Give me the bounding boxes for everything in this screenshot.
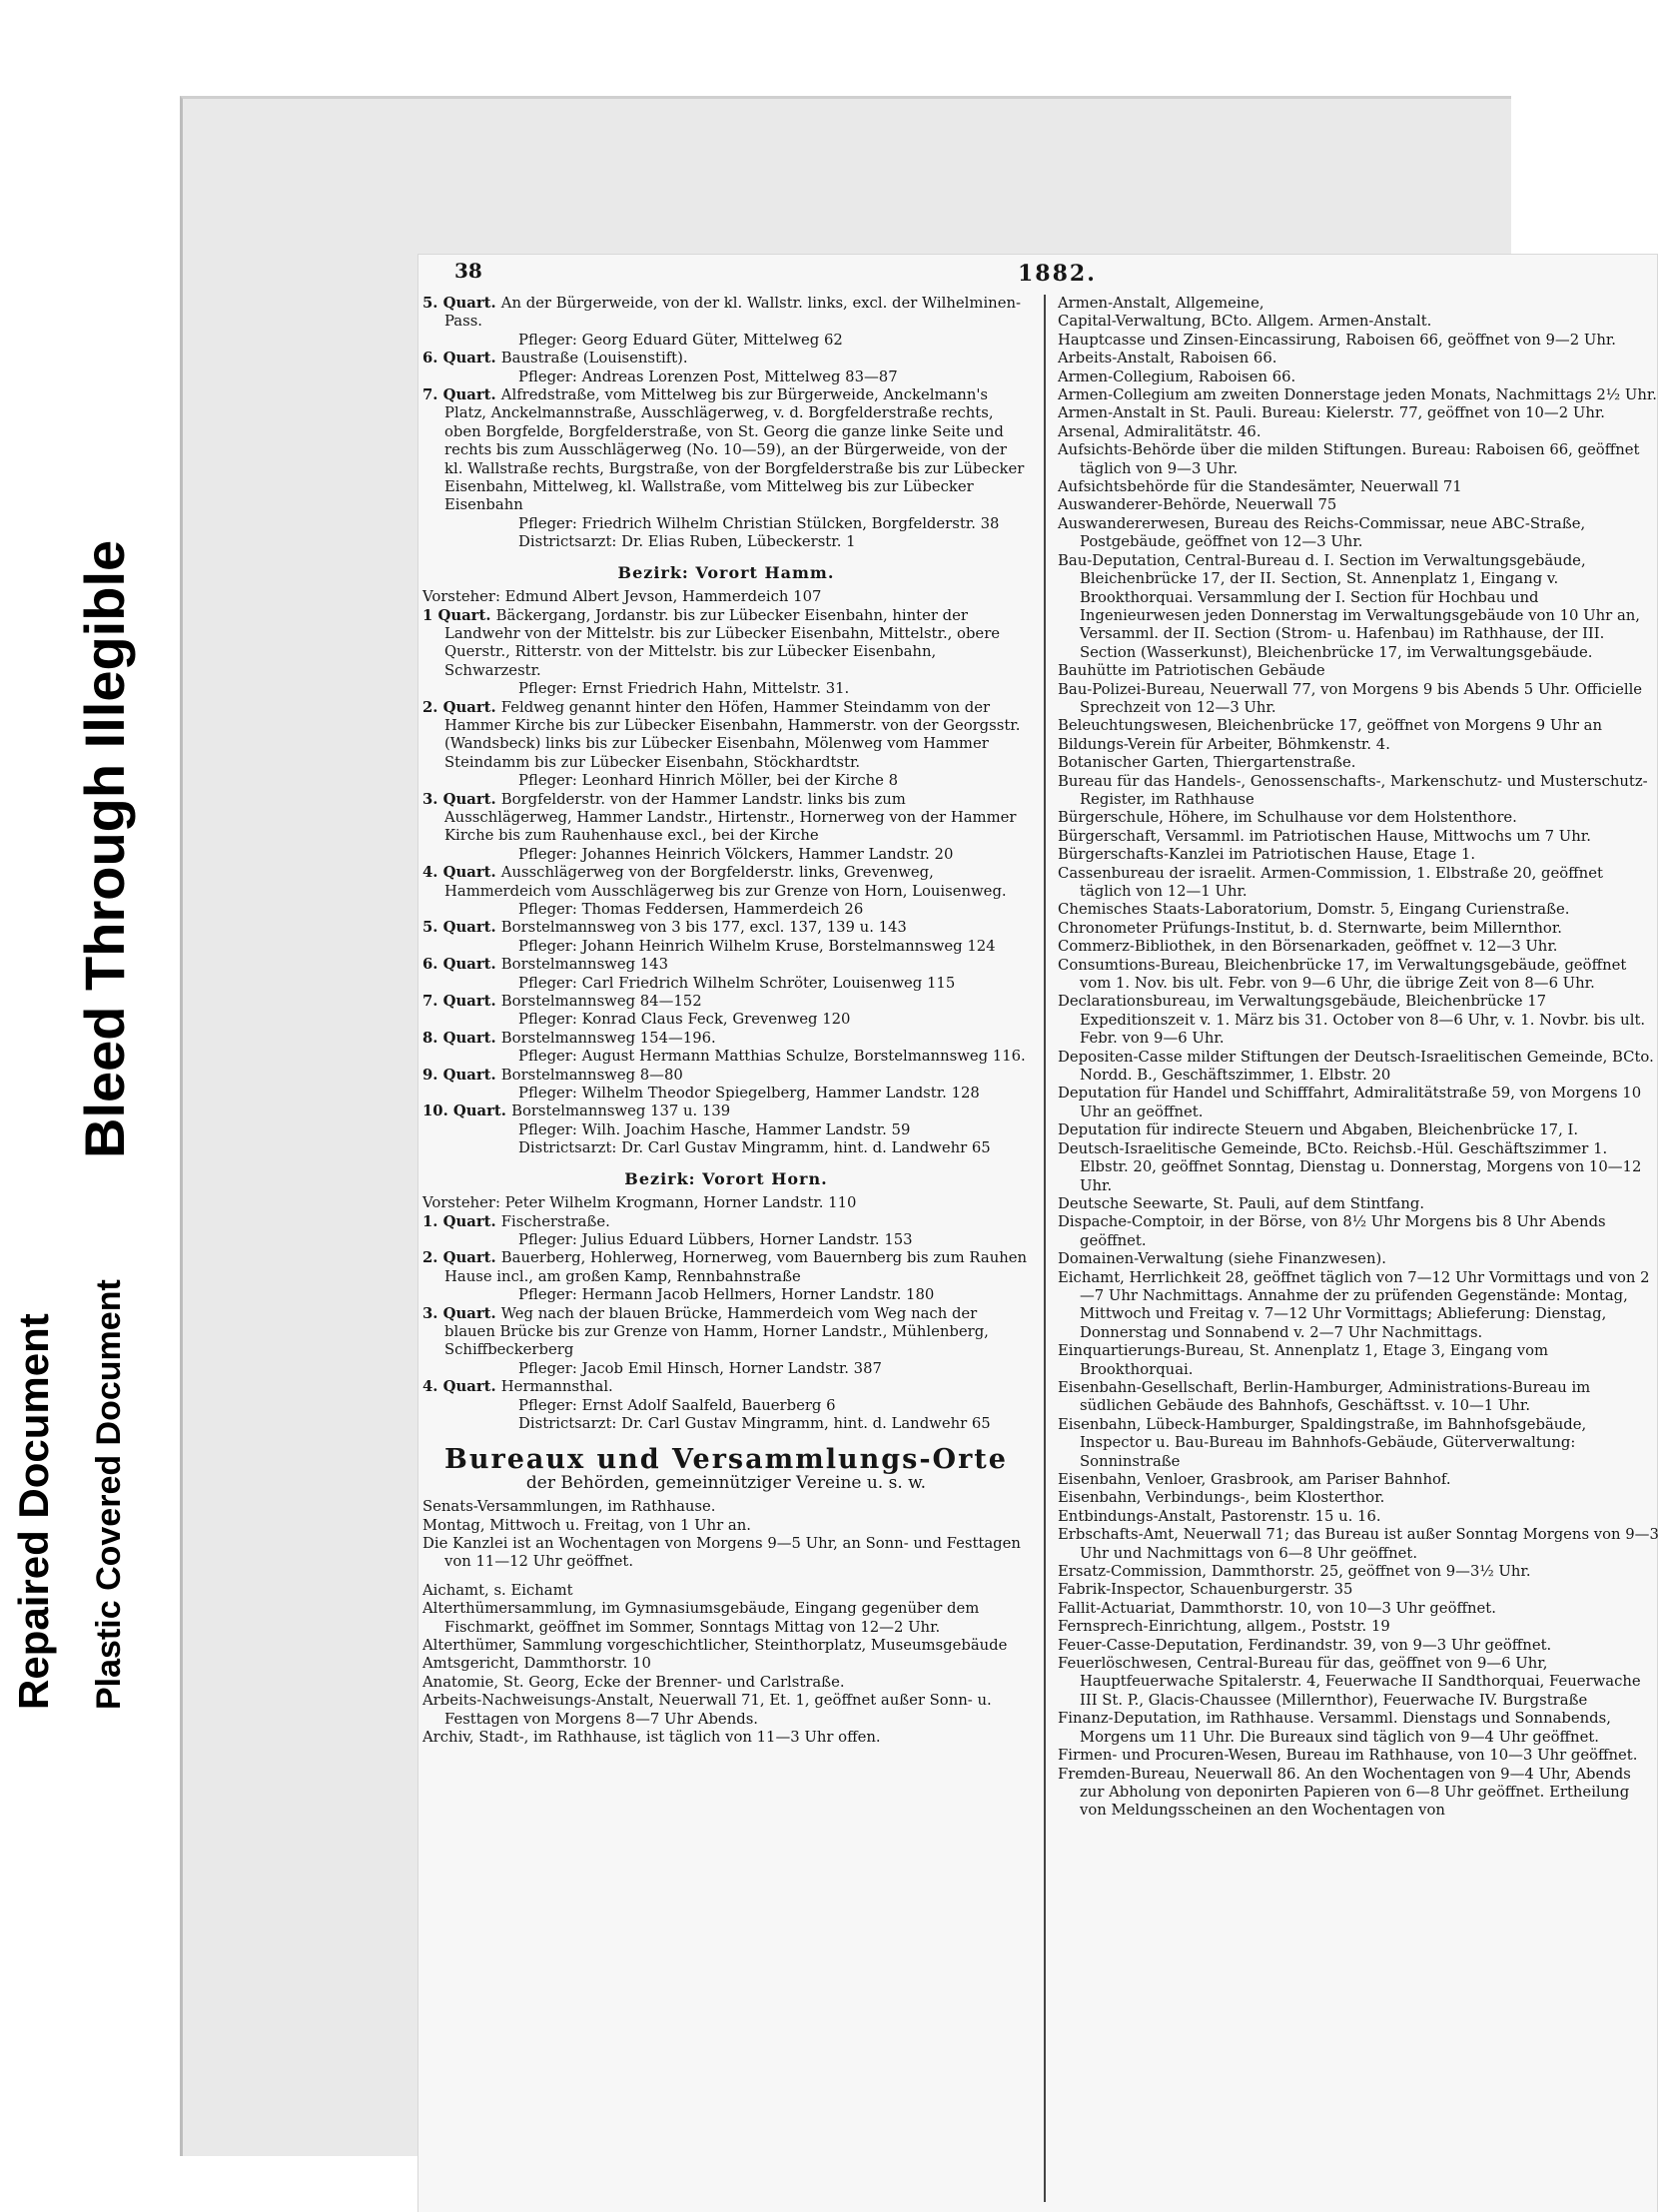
directory-entry: Einquartierungs-Bureau, St. Annenplatz 1, Etage 3, Eingang vom Brookthorquai.	[1058, 1342, 1549, 1378]
directory-entry: Fallit-Actuariat, Dammthorstr. 10, von 10—3 Uhr geöffnet.	[1058, 1599, 1496, 1617]
directory-entry: Deputation für indirecte Steuern und Abgaben, Bleichenbrücke 17, I.	[1058, 1121, 1579, 1139]
spacer	[422, 1572, 1030, 1582]
quarter-entry	[422, 350, 1030, 368]
directory-entry: Beleuchtungswesen, Bleichenbrücke 17, geöffnet von Morgens 9 Uhr an	[1058, 717, 1602, 735]
sub-entry: Arbeits-Anstalt, Raboisen 66.	[1058, 350, 1277, 368]
quarter-number: 5. Quart.	[422, 295, 501, 312]
directory-entry: Aufsichtsbehörde für die Standesämter, Neuerwall 71	[1058, 478, 1462, 496]
quarter-number: 7. Quart.	[422, 386, 501, 404]
quarter-entry	[422, 295, 1030, 332]
directory-entry: Armen-Collegium, Raboisen 66.	[1058, 368, 1296, 385]
pfleger-line: Pfleger: Johannes Heinrich Völckers, Hammer Landstr. 20	[518, 845, 954, 863]
pfleger-line: Pfleger: Georg Eduard Güter, Mittelweg 62	[518, 331, 843, 349]
quarter-streets: Borstelmannsweg 84—152	[500, 993, 702, 1011]
directory-entry: Ersatz-Commission, Dammthorstr. 25, geöffnet von 9—3½ Uhr.	[1058, 1563, 1531, 1581]
directory-entry: Aichamt, s. Eichamt	[422, 1581, 573, 1599]
page-year: 1882.	[1018, 261, 1097, 287]
directory-entry: Eisenbahn, Venloer, Grasbrook, am Pariser Bahnhof.	[1058, 1471, 1451, 1488]
quarter-entry	[422, 1067, 1030, 1085]
quarter-entry	[422, 1249, 1030, 1286]
quarter-entry	[422, 386, 1030, 515]
quarter-number: 8. Quart.	[422, 1029, 501, 1047]
directory-entry: Chemisches Staats-Laboratorium, Domstr. 5, Eingang Curienstraße.	[1058, 901, 1570, 919]
directory-entry: Arbeits-Nachweisungs-Anstalt, Neuerwall 71, Et. 1, geöffnet außer Sonn- u. Festtagen von Morgens 8—7 Uhr Abends.	[422, 1692, 992, 1728]
directory-entry: Fernsprech-Einrichtung, allgem., Poststr. 19	[1058, 1618, 1390, 1636]
hamm-heading: Bezirk: Vorort Hamm.	[617, 562, 835, 582]
document-page	[418, 255, 1657, 2212]
directory-entry: Consumtions-Bureau, Bleichenbrücke 17, im Verwaltungsgebäude, geöffnet vom 1. Nov. bis ult. Febr. von 9—6 Uhr, die übrige Zeit von 8—6 Uhr.	[1058, 956, 1627, 993]
vorsteher-line: Vorsteher: Edmund Albert Jevson, Hammerdeich 107	[422, 588, 822, 606]
hamm-list	[422, 588, 1030, 1158]
quarter-streets: Borstelmannsweg 8—80	[500, 1066, 683, 1084]
pfleger-line: Pfleger: Ernst Adolf Saalfeld, Bauerberg 6	[518, 1396, 836, 1414]
quarter-entry	[422, 791, 1030, 846]
quarter-streets: Hermannsthal.	[500, 1378, 613, 1396]
quarter-number: 1. Quart.	[422, 1212, 501, 1230]
directory-list	[1058, 295, 1659, 1821]
directory-entry: Auswandererwesen, Bureau des Reichs-Commissar, neue ABC-Straße, Postgebäude, geöffnet von 12—3 Uhr.	[1058, 514, 1586, 551]
quarter-number: 2. Quart.	[422, 698, 501, 716]
directory-entry: Die Kanzlei ist an Wochentagen von Morgens 9—5 Uhr, an Sonn- und Festtagen von 11—12 Uhr geöffnet.	[422, 1535, 1021, 1571]
directory-entry: Eichamt, Herrlichkeit 28, geöffnet täglich von 7—12 Uhr Vormittags und von 2—7 Uhr Nachmittags. Annahme der zu prüfenden Gegenstände: Montag, Mittwoch und Freitag v. 7—12 Uhr Vormittags; Ablieferung: Dienstag, Donnerstag und Sonnabend v. 2—7 Uhr Nachmittags.	[1058, 1268, 1650, 1341]
pfleger-line: Pfleger: Hermann Jacob Hellmers, Horner Landstr. 180	[518, 1286, 935, 1304]
pfleger-line: Pfleger: Andreas Lorenzen Post, Mittelweg 83—87	[518, 368, 898, 385]
plastic-covered-label: Plastic Covered Document	[90, 1279, 128, 1710]
vorsteher-line: Vorsteher: Peter Wilhelm Krogmann, Horner Landstr. 110	[422, 1194, 857, 1212]
bureau-subheading: der Behörden, gemeinnütziger Vereine u. s. w.	[525, 1472, 927, 1493]
quarter-number: 3. Quart.	[422, 790, 501, 808]
quarter-number: 6. Quart.	[422, 350, 501, 368]
bureau-heading: Bureaux und Versammlungs-Orte	[444, 1444, 1008, 1476]
quarter-streets: Borstelmannsweg 154—196.	[500, 1029, 716, 1047]
quarter-number: 1 Quart.	[422, 606, 496, 624]
directory-entry: Chronometer Prüfungs-Institut, b. d. Sternwarte, beim Millernthor.	[1058, 919, 1562, 937]
directory-entry: Senats-Versammlungen, im Rathhause.	[422, 1498, 716, 1516]
districtsarzt-line: Districtsarzt: Dr. Carl Gustav Mingramm, hint. d. Landwehr 65	[518, 1414, 991, 1432]
pfleger-line: Pfleger: Wilh. Joachim Hasche, Hammer Landstr. 59	[518, 1120, 911, 1138]
directory-entry: Cassenbureau der israelit. Armen-Commission, 1. Elbstraße 20, geöffnet täglich von 12—1 Uhr.	[1058, 864, 1603, 900]
quarter-entry	[422, 919, 1030, 937]
quarter-streets: Alfredstraße, vom Mittelweg bis zur Bürgerweide, Anckelmann's Platz, Anckelmannstraße, Ausschlägerweg, v. d. Borgfelderstraße rechts, oben Borgfelde, Borgfelderstraße, von St. Georg die ganze linke Seite und rechts bis zum Ausschlägerweg (No. 10—59), an der Bürgerweide, von der kl. Wallstraße rechts, Burgstraße, von der Borgfelderstraße bis zur Lübecker Eisenbahn, Mittelweg, kl. Wallstraße, vom Mittelweg bis zur Lübecker Eisenbahn	[444, 386, 1025, 514]
directory-entry: Fremden-Bureau, Neuerwall 86. An den Wochentagen von 9—4 Uhr, Abends zur Abholung von deponirten Papieren von 6—8 Uhr geöffnet. Ertheilung von Meldungsscheinen an den Wochentagen von	[1058, 1765, 1631, 1820]
directory-entry: Deputation für Handel und Schifffahrt, Admiralitätstraße 59, von Morgens 10 Uhr an geöffnet.	[1058, 1085, 1642, 1120]
pfleger-line: Pfleger: Jacob Emil Hinsch, Horner Landstr. 387	[518, 1359, 882, 1377]
directory-entry: Bau-Deputation, Central-Bureau d. I. Section im Verwaltungsgebäude, Bleichenbrücke 17, der II. Section, St. Annenplatz 1, Eingang v. Brookthorquai. Versammlung der I. Section für Hochbau und Ingenieurwesen jeden Donnerstag im Verwaltungsgebäude von 10 Uhr an, Versamml. der II. Section (Strom- u. Hafenbau) im Rathhause, der III. Section (Wasserkunst), Bleichenbrücke 17, im Verwaltungsgebäude.	[1058, 551, 1641, 661]
pfleger-line: Pfleger: Ernst Friedrich Hahn, Mittelstr. 31.	[518, 680, 850, 698]
directory-entry: Domainen-Verwaltung (siehe Finanzwesen).	[1058, 1250, 1386, 1268]
directory-entry: Depositen-Casse milder Stiftungen der Deutsch-Israelitischen Gemeinde, BCto. Nordd. B., Geschäftszimmer, 1. Elbstr. 20	[1058, 1048, 1654, 1085]
quarter-streets: Borstelmannsweg von 3 bis 177, excl. 137, 139 u. 143	[500, 919, 907, 937]
quarter-number: 2. Quart.	[422, 1249, 501, 1267]
sub-entry: Hauptcasse und Zinsen-Eincassirung, Raboisen 66, geöffnet von 9—2 Uhr.	[1058, 331, 1616, 349]
quarter-streets: Bauerberg, Hohlerweg, Hornerweg, vom Bauernberg bis zum Rauhen Hause incl., am großen Kamp, Rennbahnstraße	[444, 1249, 1028, 1285]
quarter-streets: Baustraße (Louisenstift).	[500, 350, 688, 368]
quarter-number: 7. Quart.	[422, 993, 501, 1011]
quarter-entry	[422, 1103, 1030, 1120]
sub-sub-entry: Armen-Collegium am zweiten Donnerstage jeden Monats, Nachmittags 2½ Uhr.	[1058, 386, 1658, 404]
quarter-number: 5. Quart.	[422, 919, 501, 937]
pfleger-line: Pfleger: Friedrich Wilhelm Christian Stülcken, Borgfelderstr. 38	[518, 514, 1000, 532]
directory-entry: Archiv, Stadt-, im Rathhause, ist täglich von 11—3 Uhr offen.	[422, 1729, 881, 1747]
directory-entry: Amtsgericht, Dammthorstr. 10	[422, 1655, 651, 1673]
directory-entry: Bildungs-Verein für Arbeiter, Böhmkenstr. 4.	[1058, 735, 1390, 753]
directory-entry: Commerz-Bibliothek, in den Börsenarkaden, geöffnet v. 12—3 Uhr.	[1058, 938, 1558, 956]
pfleger-line: Pfleger: Konrad Claus Feck, Grevenweg 120	[518, 1011, 851, 1029]
quarter-entry	[422, 1030, 1030, 1048]
directory-entry: Dispache-Comptoir, in der Börse, von 8½ Uhr Morgens bis 8 Uhr Abends geöffnet.	[1058, 1213, 1606, 1249]
quarter-entry	[422, 1213, 1030, 1231]
quarter-number: 4. Quart.	[422, 1378, 501, 1396]
quarter-entry	[422, 699, 1030, 773]
quarter-number: 3. Quart.	[422, 1304, 501, 1322]
horn-list	[422, 1194, 1030, 1433]
directory-entry: Declarationsbureau, im Verwaltungsgebäude, Bleichenbrücke 17 Expeditionszeit v. 1. März bis 31. October von 8—6 Uhr, v. 1. Novbr. bis ult. Febr. von 9—6 Uhr.	[1058, 993, 1646, 1048]
quarter-streets: Bäckergang, Jordanstr. bis zur Lübecker Eisenbahn, hinter der Landwehr von der Mittelstr. bis zur Lübecker Eisenbahn, Mittelstr., obere Querstr., Ritterstr. von der Mittelstr. bis zur Lübecker Eisenbahn, Schwarzestr.	[444, 606, 1001, 679]
directory-entry: Deutsch-Israelitische Gemeinde, BCto. Reichsb.-Hül. Geschäftszimmer 1. Elbstr. 20, geöffnet Sonntag, Dienstag u. Donnerstag, Morgens von 10—12 Uhr.	[1058, 1139, 1642, 1194]
quarter-number: 6. Quart.	[422, 956, 501, 974]
directory-entry: Bau-Polizei-Bureau, Neuerwall 77, von Morgens 9 bis Abends 5 Uhr. Officielle Sprechzeit von 12—3 Uhr.	[1058, 680, 1643, 716]
right-column	[1058, 295, 1659, 1821]
quarter-list-top	[422, 295, 1030, 552]
pfleger-line: Pfleger: Julius Eduard Lübbers, Horner Landstr. 153	[518, 1230, 913, 1248]
pfleger-line: Pfleger: Leonhard Hinrich Möller, bei der Kirche 8	[518, 772, 899, 790]
directory-entry: Bürgerschafts-Kanzlei im Patriotischen Hause, Etage 1.	[1058, 846, 1476, 864]
pfleger-line: Pfleger: Thomas Feddersen, Hammerdeich 26	[518, 901, 864, 918]
quarter-streets: Weg nach der blauen Brücke, Hammerdeich vom Weg nach der blauen Brücke bis zur Grenze von Hamm, Horner Landstr., Mühlenberg, Schiffbeckerberg	[444, 1304, 989, 1359]
directory-entry: Finanz-Deputation, im Rathhause. Versamml. Dienstags und Sonnabends, Morgens um 11 Uhr. Die Bureaux sind täglich von 9—4 Uhr geöffnet.	[1058, 1710, 1611, 1746]
directory-entry: Botanischer Garten, Thiergartenstraße.	[1058, 754, 1356, 772]
quarter-streets: Borstelmannsweg 137 u. 139	[511, 1103, 731, 1120]
districtsarzt-line: Districtsarzt: Dr. Carl Gustav Mingramm, hint. d. Landwehr 65	[518, 1139, 991, 1157]
bleed-through-label: Bleed Through Illegible	[73, 539, 136, 1158]
quarter-entry	[422, 607, 1030, 681]
quarter-number: 10. Quart.	[422, 1103, 512, 1120]
directory-entry: Fabrik-Inspector, Schauenburgerstr. 35	[1058, 1581, 1353, 1599]
quarter-entry	[422, 1305, 1030, 1360]
quarter-entry	[422, 1378, 1030, 1396]
bureau-list	[422, 1498, 1030, 1747]
directory-entry: Eisenbahn, Verbindungs-, beim Klosterthor.	[1058, 1489, 1385, 1507]
directory-entry: Deutsche Seewarte, St. Pauli, auf dem Stintfang.	[1058, 1194, 1425, 1212]
directory-entry: Bürgerschaft, Versamml. im Patriotischen Hause, Mittwochs um 7 Uhr.	[1058, 827, 1591, 845]
directory-entry: Armen-Anstalt, Allgemeine,	[1058, 295, 1264, 312]
quarter-streets: Fischerstraße.	[500, 1212, 610, 1230]
sub-entry: Capital-Verwaltung, BCto. Allgem. Armen-Anstalt.	[1058, 313, 1432, 331]
quarter-entry	[422, 956, 1030, 974]
directory-entry: Erbschafts-Amt, Neuerwall 71; das Bureau ist außer Sonntag Morgens von 9—3 Uhr und Nachmittags von 6—8 Uhr geöffnet.	[1058, 1526, 1659, 1562]
pfleger-line: Pfleger: Wilhelm Theodor Spiegelberg, Hammer Landstr. 128	[518, 1085, 980, 1103]
directory-entry: Armen-Anstalt in St. Pauli. Bureau: Kielerstr. 77, geöffnet von 10—2 Uhr.	[1058, 404, 1605, 422]
directory-entry: Eisenbahn, Lübeck-Hamburger, Spaldingstraße, im Bahnhofsgebäude, Inspector u. Bau-Bureau im Bahnhofs-Gebäude, Güterverwaltung: Sonninstraße	[1058, 1415, 1587, 1470]
directory-entry: Auswanderer-Behörde, Neuerwall 75	[1058, 496, 1337, 514]
horn-heading: Bezirk: Vorort Horn.	[624, 1168, 828, 1188]
sub-entry: Montag, Mittwoch u. Freitag, von 1 Uhr an.	[422, 1516, 751, 1534]
directory-entry: Bauhütte im Patriotischen Gebäude	[1058, 662, 1325, 680]
quarter-number: 4. Quart.	[422, 864, 501, 882]
districtsarzt-line: Districtsarzt: Dr. Elias Ruben, Lübeckerstr. 1	[518, 533, 856, 551]
quarter-streets: Feldweg genannt hinter den Höfen, Hammer Steindamm von der Hammer Kirche bis zur Lübecker Eisenbahn, Hammerstr. von der Georgsstr. (Wandsbeck) links bis zur Lübecker Eisenbahn, Mölenweg vom Hammer Steindamm bis zur Lübecker Eisenbahn, Stöckhardtstr.	[444, 698, 1021, 771]
directory-entry: Aufsichts-Behörde über die milden Stiftungen. Bureau: Raboisen 66, geöffnet täglich von 9—3 Uhr.	[1058, 441, 1640, 477]
scanned-sheet	[180, 96, 1659, 2156]
directory-entry: Arsenal, Admiralitätstr. 46.	[1058, 422, 1261, 440]
pfleger-line: Pfleger: August Hermann Matthias Schulze, Borstelmannsweg 116.	[518, 1048, 1026, 1066]
quarter-streets: An der Bürgerweide, von der kl. Wallstr. links, excl. der Wilhelminen-Pass.	[444, 295, 1021, 331]
quarter-streets: Borstelmannsweg 143	[500, 956, 669, 974]
left-column	[422, 295, 1030, 1747]
repaired-document-label: Repaired Document	[10, 1313, 57, 1710]
pfleger-line: Pfleger: Johann Heinrich Wilhelm Kruse, Borstelmannsweg 124	[518, 937, 996, 955]
directory-entry: Eisenbahn-Gesellschaft, Berlin-Hamburger, Administrations-Bureau im südlichen Gebäude des Bahnhofs, Geschäftsst. v. 10—1 Uhr.	[1058, 1378, 1591, 1415]
directory-entry: Alterthümersammlung, im Gymnasiumsgebäude, Eingang gegenüber dem Fischmarkt, geöffnet im Sommer, Sonntags Mittag von 12—2 Uhr.	[422, 1600, 980, 1636]
quarter-streets: Borgfelderstr. von der Hammer Landstr. links bis zum Ausschlägerweg, Hammer Landstr., Hirtenstr., Hornerweg von der Hammer Kirche bis zum Rauhenhause excl., bei der Kirche	[444, 790, 1017, 845]
column-divider	[1044, 295, 1046, 2202]
directory-entry: Feuerlöschwesen, Central-Bureau für das, geöffnet von 9—6 Uhr, Hauptfeuerwache Spitalerstr. 4, Feuerwache II Sandthorquai, Feuerwache III St. P., Glacis-Chaussee (Millernthor), Feuerwache IV. Burgstraße	[1058, 1655, 1641, 1709]
directory-entry: Bureau für das Handels-, Genossenschafts-, Markenschutz- und Musterschutz-Register, im Rathhause	[1058, 772, 1648, 808]
directory-entry: Anatomie, St. Georg, Ecke der Brenner- und Carlstraße.	[422, 1673, 845, 1691]
directory-entry: Feuer-Casse-Deputation, Ferdinandstr. 39, von 9—3 Uhr geöffnet.	[1058, 1636, 1552, 1654]
quarter-entry	[422, 993, 1030, 1011]
quarter-streets: Ausschlägerweg von der Borgfelderstr. links, Grevenweg, Hammerdeich vom Ausschlägerweg bis zur Grenze von Horn, Louisenweg.	[444, 864, 1007, 900]
page-number: 38	[454, 259, 482, 283]
directory-entry: Bürgerschule, Höhere, im Schulhause vor dem Holstenthore.	[1058, 809, 1517, 827]
directory-entry: Firmen- und Procuren-Wesen, Bureau im Rathhause, von 10—3 Uhr geöffnet.	[1058, 1747, 1638, 1765]
directory-entry: Alterthümer, Sammlung vorgeschichtlicher, Steinthorplatz, Museumsgebäude	[422, 1637, 1008, 1655]
quarter-number: 9. Quart.	[422, 1066, 501, 1084]
quarter-entry	[422, 864, 1030, 901]
directory-entry: Entbindungs-Anstalt, Pastorenstr. 15 u. 16.	[1058, 1507, 1381, 1525]
pfleger-line: Pfleger: Carl Friedrich Wilhelm Schröter, Louisenweg 115	[518, 974, 956, 992]
